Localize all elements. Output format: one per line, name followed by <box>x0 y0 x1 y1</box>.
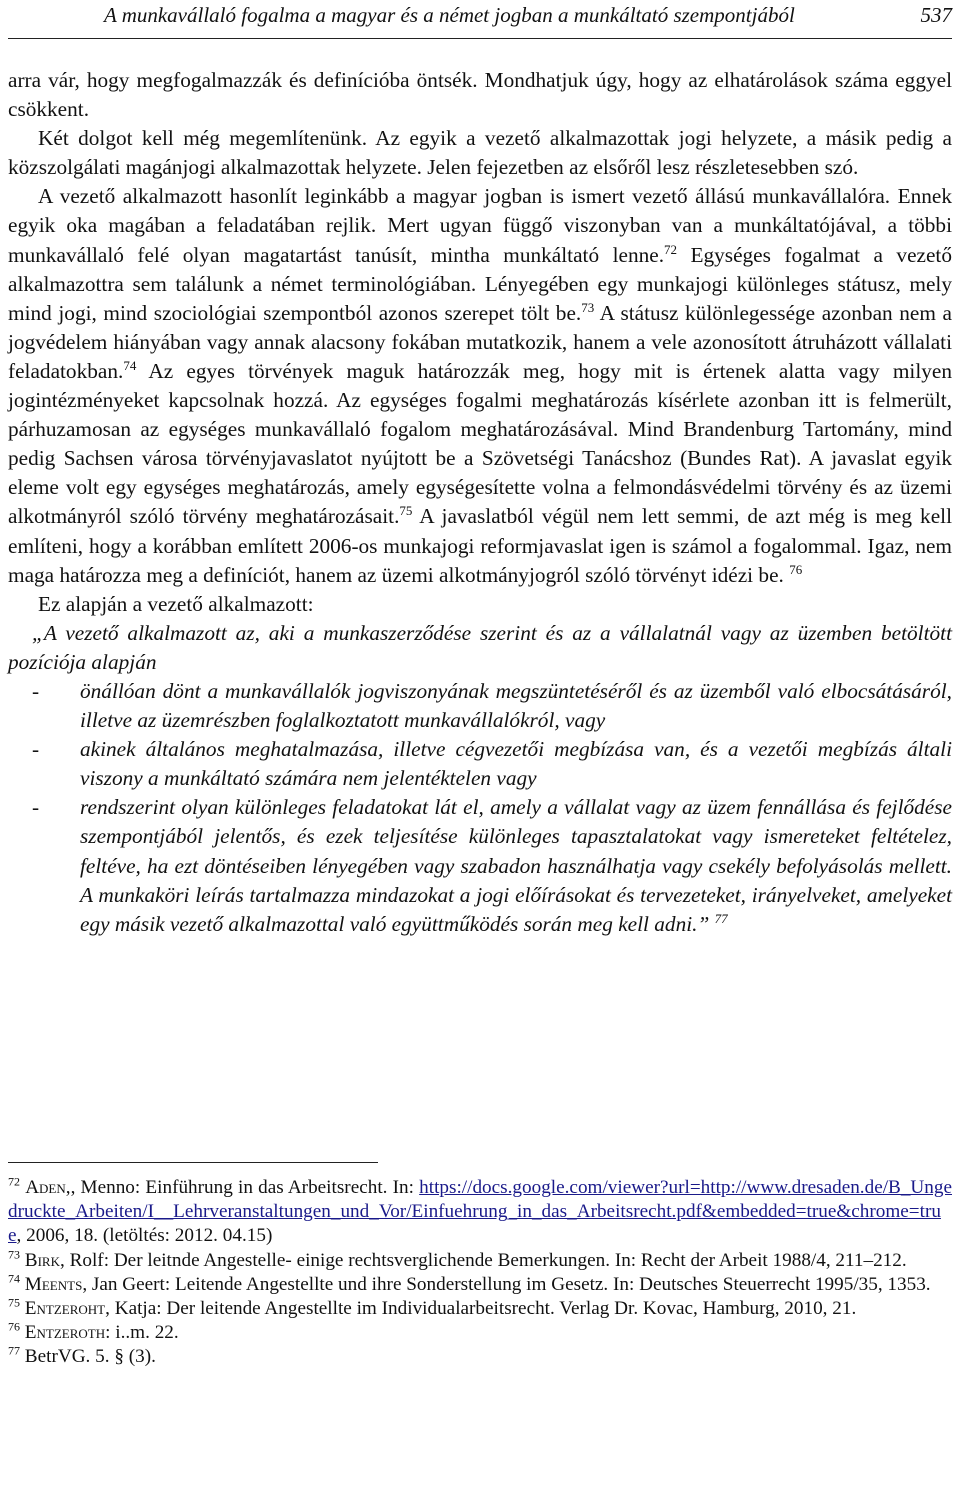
footnote-ref-74[interactable]: 74 <box>123 357 137 373</box>
footnote-72 <box>8 1176 952 1249</box>
bullet-dash: - <box>32 737 40 762</box>
running-title: A munkavállaló fogalma a magyar és a német jogban a munkáltató szempontjából <box>104 3 795 27</box>
paragraph-4: Ez alapján a vezető alkalmazott: <box>38 591 314 616</box>
quote-item <box>8 793 952 938</box>
paragraph-3-part-e: A javaslatból végül nem lett semmi, de azt még is meg kell említeni, hogy a korábban említett 2006-os munkajogi reformjavaslat igen is számol a fogalommal. Igaz, nem maga határozza meg a definíciót, hanem az üzemi alkotmányjogról szóló törvényt idézi be. <box>8 504 952 587</box>
quote-intro: „A vezető alkalmazott az, aki a munkaszerződése szerint és az a vállalatnál vagy az üzemben betöltött pozíciója alapján <box>8 620 952 674</box>
footnote-number: 73 <box>8 1247 20 1262</box>
footnote-75 <box>8 1297 952 1321</box>
footnote-number: 77 <box>8 1344 20 1359</box>
page-number: 537 <box>920 3 952 27</box>
footnote-text: , Rolf: Der leitnde Angestelle- einige rechtsverglichende Bemerkungen. In: Recht der Arbeit 1988/4, 211–212. <box>59 1249 907 1271</box>
bullet-dash: - <box>32 678 40 703</box>
footnote-text: ,, Menno: Einführung in das Arbeitsrecht. In: <box>65 1177 414 1198</box>
footnote-74 <box>8 1273 952 1297</box>
footnote-ref-73[interactable]: 73 <box>581 299 595 315</box>
footnote-author: Aden <box>25 1177 66 1198</box>
page-header <box>8 0 952 39</box>
footnote-author: Entzeroth <box>24 1322 106 1344</box>
footnote-number: 72 <box>8 1174 20 1189</box>
quote-item-text: önállóan dönt a munkavállalók jogviszonyának megszüntetéséről és az üzemből való elbocsátásáról, illetve az üzemrészben foglalkoztatott munkavállalókról, vagy <box>80 678 952 733</box>
quote-list <box>8 677 952 939</box>
paragraph-3 <box>8 182 952 589</box>
footnote-ref-77[interactable]: 77 <box>714 910 728 926</box>
footnote-text: : i..m. 22. <box>105 1322 179 1344</box>
footnote-77 <box>8 1345 952 1369</box>
footnote-author: Birk <box>24 1249 60 1271</box>
footnote-text: BetrVG. 5. § (3). <box>24 1346 156 1368</box>
footnote-link[interactable]: https://docs.google.com/viewer?url=http://www.dresaden.de/B_Ungedruckte_Arbeiten/I__Lehrveranstaltungen_und_Vor/Einfuehrung_in_das_Arbeitsrecht.pdf&embedded=true&chrome=true <box>8 1177 952 1247</box>
quote-item-text: akinek általános meghatalmazása, illetve cégvezetői megbízása van, és a vezetői megbízás általi viszony a munkáltató számára nem jelentéktelen vagy <box>80 737 952 791</box>
footnotes <box>8 1176 952 1370</box>
quote-item <box>8 677 952 735</box>
footnote-number: 76 <box>8 1319 20 1334</box>
footnote-number: 75 <box>8 1295 20 1310</box>
footnote-73 <box>8 1249 952 1273</box>
footnote-ref-75[interactable]: 75 <box>399 503 413 519</box>
paragraph-3-part-b: Egységes fogalmat a vezető alkalmazottra sem találunk a német terminológiában. Lényegében egy munkajogi különleges státusz, mely mind jogi, mind szociológiai szempontból azonos szerepet tölt be. <box>8 242 952 325</box>
footnote-author: Meents <box>24 1273 83 1295</box>
footnote-author: Entzeroht <box>24 1298 106 1320</box>
bullet-dash: - <box>32 795 40 820</box>
quote-item-text: rendszerint olyan különleges feladatokat lát el, amely a vállalat vagy az üzem fennállása és fejlődése szempontjából jelentős, és ezek teljesítése különleges tapasztalatokat vagy ismereteket feltételez, feltéve, ha ezt döntéseiben lényegében vagy szabadon használhatja vagy csekély befolyásolás mellett. A munkaköri leírás tartalmazza mindazokat a jogi előírásokat és tervezeteket, irányelveket, amelyeket egy másik vezető alkalmazottal való együttműködés során meg kell adni.” <box>80 795 952 936</box>
paragraph-2: Két dolgot kell még megemlítenünk. Az egyik a vezető alkalmazottak jogi helyzete, a másik pedig a közszolgálati magánjogi alkalmazottak helyzete. Jelen fejezetben az elsőről lesz részletesebben szó. <box>8 126 952 180</box>
paragraph-3-part-c: A státusz különlegessége azonban nem a jogvédelem hiányában vagy annak alacsony fokában mutatkozik, hanem a vele azonosított átruházott vállalati feladatokban. <box>8 300 952 383</box>
footnote-text: , Katja: Der leitende Angestellte im Individualarbeitsrecht. Verlag Dr. Kovac, Hamburg, 2010, 21. <box>105 1298 857 1320</box>
footnote-separator <box>8 1162 378 1163</box>
footnote-ref-72[interactable]: 72 <box>664 241 678 257</box>
paragraph-3-part-a: A vezető alkalmazott hasonlít leginkább a magyar jogban is ismert vezető állású munkavállalóra. Ennek egyik oka magában a feladatában rejlik. Mert ugyan függő viszonyban van a munkáltatójával, a többi munkavállaló felé olyan magatartást tanúsít, mintha munkáltató lenne. <box>8 184 952 267</box>
footnote-ref-76[interactable]: 76 <box>789 561 803 577</box>
paragraph-3-part-d: Az egyes törvények maguk határozzák meg, hogy mit is értenek alatta vagy milyen jogintézményeket kapcsolnak hozzá. Az egységes fogalmi meghatározás kísérlete azonban itt is felmerült, párhuzamosan az egységes munkavállaló fogalom meghatározásával. Mind Brandenburg Tartomány, mind pedig Sachsen városa törvényjavaslatot nyújtott be a Szövetségi Tanácshoz (Bundes Rat). A javaslat egyik eleme volt egy egységes meghatározás, amely egységesítette volna a felmondásvédelmi törvény és az üzemi alkotmányról szóló törvény meghatározásait. <box>8 358 952 529</box>
paragraph-1: arra vár, hogy megfogalmazzák és definícióba öntsék. Mondhatjuk úgy, hogy az elhatárolások száma eggyel csökkent. <box>8 68 952 122</box>
quote-item <box>8 735 952 793</box>
body-text <box>8 66 952 939</box>
footnote-number: 74 <box>8 1271 20 1286</box>
footnote-text-tail: , 2006, 18. (letöltés: 2012. 04.15) <box>16 1225 273 1247</box>
footnote-76 <box>8 1321 952 1345</box>
footnote-text: , Jan Geert: Leitende Angestellte und ihre Sonderstellung im Gesetz. In: Deutsches Steuerrecht 1995/35, 1353. <box>82 1273 931 1295</box>
